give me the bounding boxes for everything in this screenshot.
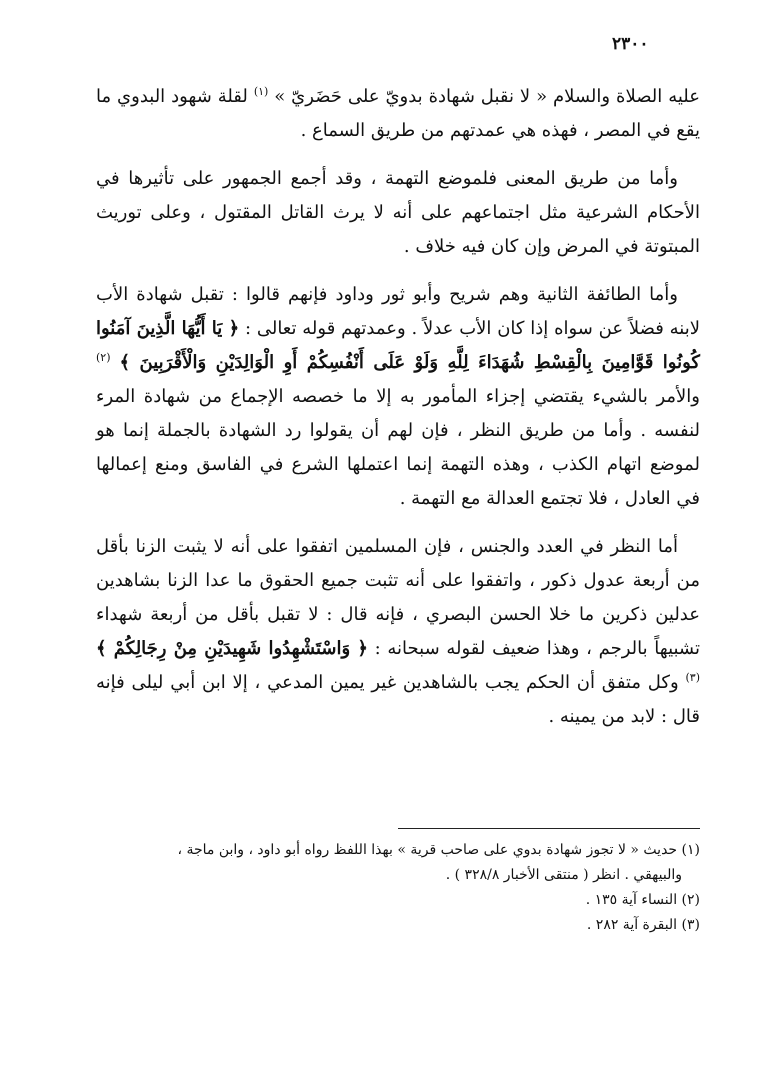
footnote-1: (١) حديث « لا تجوز شهادة بدوي على صاحب قرية » بهذا اللفظ رواه أبو داود ، وابن ماجة ،	[177, 842, 700, 858]
quran-verse-1: ﴿ يَا أَيُّهَا الَّذِينَ آمَنُوا كُونُوا قَوَّامِينَ بِالْقِسْطِ شُهَدَاءَ لِلَّهِ وَلَوْ عَلَى أَنْفُسِكُمْ أَوِ الْوَالِدَيْنِ وَالْأَقْرَبِينَ ﴾	[96, 318, 700, 373]
footnote-ref-2: (٢)	[96, 351, 111, 364]
paragraph-3-intro: وأما الطائفة الثانية وهم شريح وأبو ثور وداود فإنهم قالوا : تقبل شهادة الأب لابنه فضلاً عن سواه إذا كان الأب عدلاً . وعمدتهم قوله تعالى :	[96, 284, 701, 339]
paragraph-1	[96, 80, 700, 148]
footnote-ref-1: (١)	[253, 85, 269, 98]
paragraph-1-text-a: عليه الصلاة والسلام « لا نقبل شهادة بدويّ على حَضَريّ »	[274, 86, 700, 107]
quran-verse-2: ﴿ وَاسْتَشْهِدُوا شَهِيدَيْنِ مِنْ رِجَالِكُمْ ﴾	[96, 638, 368, 659]
paragraph-4-intro: أما النظر في العدد والجنس ، فإن المسلمين اتفقوا على أنه لا يثبت الزنا بأقل من أربعة عدول ذكور ، واتفقوا على أنه تثبت جميع الحقوق ما عدا الزنا بشاهدين عدلين ذكرين ما خلا الحسن البصري ، فإنه قال : لا تقبل بأقل من أربعة شهداء تشبيهاً بالرجم ، وهذا ضعيف لقوله سبحانه :	[96, 536, 701, 659]
paragraph-3-rest: والأمر بالشيء يقتضي إجزاء المأمور به إلا ما خصصه الإجماع من شهادة المرء لنفسه . وأما من طريق النظر ، فإن لهم أن يقولوا رد الشهادة بالجملة إنما هو لموضع اتهام الكذب ، وهذه التهمة إنما اعتملها الشرع في الفاسق ومنع إعمالها في العادل ، فلا تجتمع العدالة مع التهمة .	[96, 386, 700, 509]
footnote-1-continued: والبيهقي . انظر ( منتقى الأخبار ٣٢٨/٨ ) .	[445, 867, 682, 883]
paragraph-2: وأما من طريق المعنى فلموضع التهمة ، وقد أجمع الجمهور على تأثيرها في الأحكام الشرعية مثل اجتماعهم على أنه لا يرث القاتل المقتول ، وعلى توريث المبتوتة في المرض وإن كان فيه خلاف .	[96, 168, 700, 257]
paragraph-4-rest: وكل متفق أن الحكم يجب بالشاهدين غير يمين المدعي ، إلا ابن أبي ليلى فإنه قال : لابد من يمينه .	[96, 672, 700, 727]
footnote-ref-3: (٣)	[685, 671, 700, 684]
footnote-2: (٢) النساء آية ١٣٥ .	[585, 892, 700, 908]
footnotes	[96, 838, 700, 938]
footnote-separator	[398, 828, 700, 829]
paragraph-1-text-b: لقلة شهود البدوي ما يقع في المصر ، فهذه هي عمدتهم من طريق السماع .	[96, 86, 700, 141]
paragraph-4	[96, 530, 700, 734]
footnote-3: (٣) البقرة آية ٢٨٢ .	[586, 917, 700, 933]
paragraph-3	[96, 278, 700, 516]
page-number: ٢٣٠٠	[612, 34, 649, 54]
main-text	[96, 80, 700, 748]
